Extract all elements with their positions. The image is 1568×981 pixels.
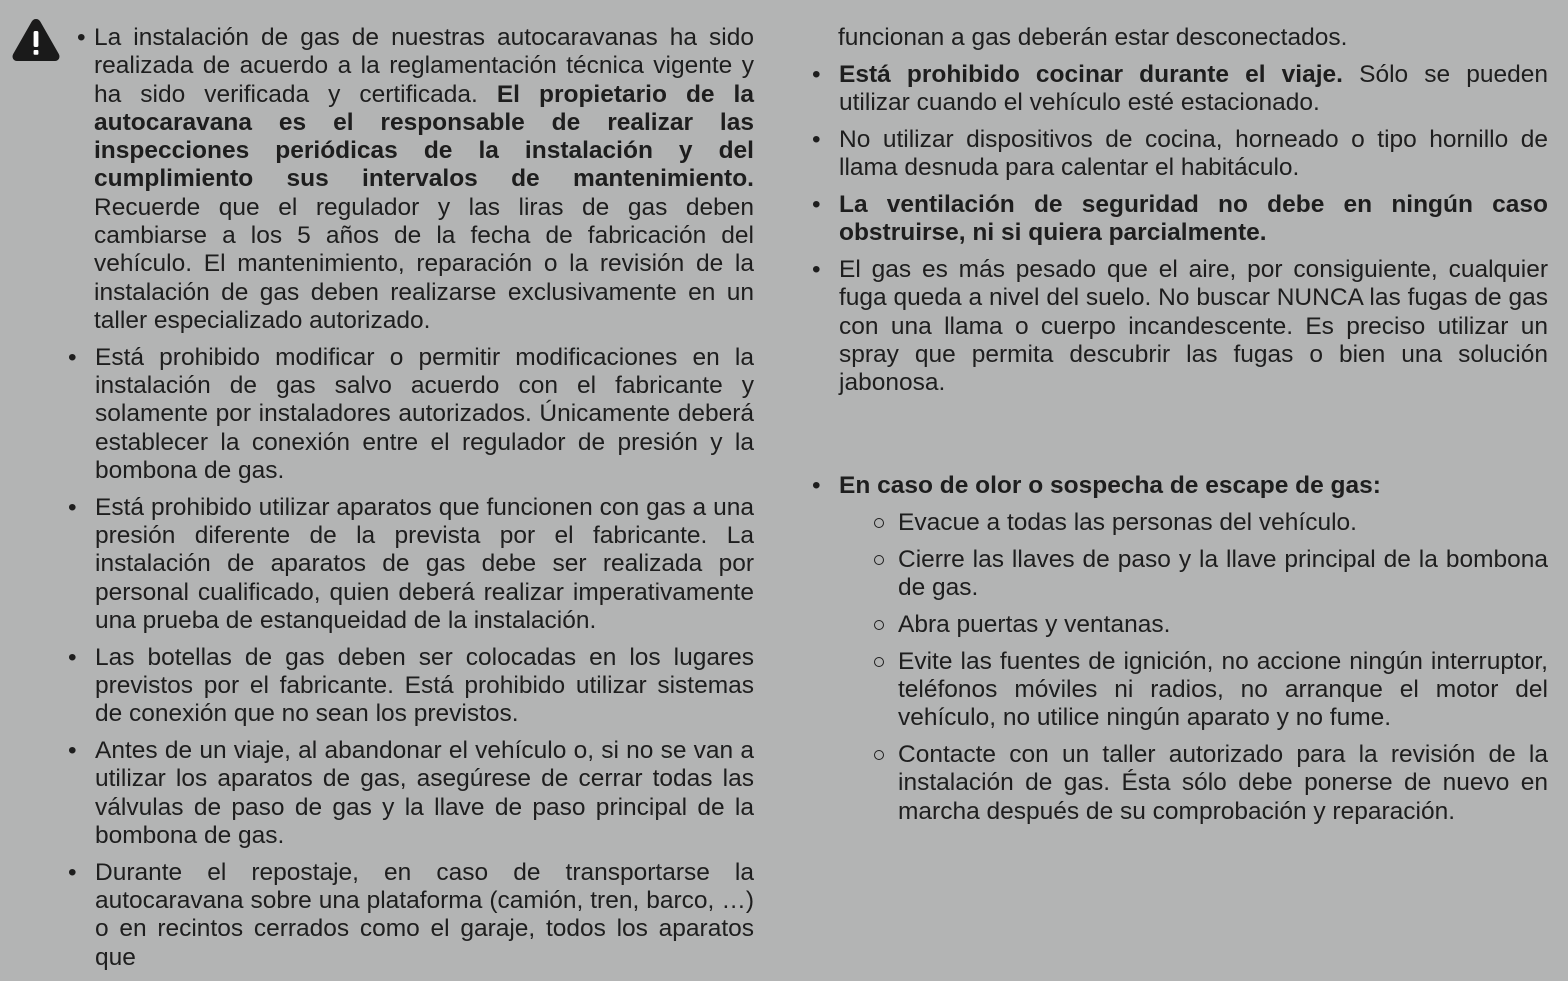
gas-leak-step [812, 509, 1548, 537]
step-text: Contacte con un taller autorizado para la revisión de la instalación de gas. Ésta sólo debe ponerse de nuevo en marcha después de su comprobación y reparación. [898, 740, 1548, 825]
bullet: • [68, 493, 77, 521]
circle-bullet-icon [874, 555, 884, 565]
list-item [812, 61, 1548, 118]
gas-leak-step [812, 648, 1548, 733]
text-run: Antes de un viaje, al abandonar el vehículo o, si no se van a utilizar los aparatos de gas, asegúrese de cerrar todas las válvulas de paso de gas y la llave de paso principal de la bombona de gas. [95, 737, 754, 850]
bullet: • [812, 472, 821, 500]
bold-text: El propietario de la autocaravana es el responsable de realizar las inspecciones periódicas de la instalación y del cumplimiento sus intervalos de mantenimiento. [94, 80, 754, 193]
text-run: No utilizar dispositivos de cocina, horneado o tipo hornillo de llama desnuda para calentar el habitáculo. [839, 125, 1548, 182]
circle-bullet-icon [874, 657, 884, 667]
list-item [812, 126, 1548, 183]
list-item [68, 494, 754, 635]
text-run: Durante el repostaje, en caso de transportarse la autocaravana sobre una plataforma (camión, tren, barco, …) o en recintos cerrados como el garaje, todos los aparatos que [95, 858, 754, 971]
circle-bullet-icon [874, 750, 884, 760]
text-run: El gas es más pesado que el aire, por consiguiente, cualquier fuga queda a nivel del suelo. No buscar NUNCA las fugas de gas con una llama o cuerpo incandescente. Es preciso utilizar un spray que permita descubrir las fugas o bien una solución jabonosa. [839, 256, 1548, 397]
warning-triangle-icon [10, 16, 62, 64]
text-run: Está prohibido modificar o permitir modificaciones en la instalación de gas salvo acuerdo con el fabricante y solamente por instaladores autorizados. Únicamente deberá establecer la conexión entre el regulador de presión y la bombona de gas. [95, 343, 754, 484]
left-column [68, 24, 754, 981]
list-item [68, 344, 754, 485]
circle-bullet-icon [874, 518, 884, 528]
text-run: Las botellas de gas deben ser colocadas en los lugares previstos por el fabricante. Está prohibido utilizar sistemas de conexión que no sean los previstos. [95, 643, 754, 728]
step-text: Evacue a todas las personas del vehículo. [898, 508, 1357, 536]
right-list [812, 61, 1548, 398]
bullet: • [77, 24, 86, 51]
text-run: Sólo se pueden utilizar cuando el vehículo esté estacionado. [839, 60, 1548, 117]
bullet: • [68, 737, 77, 765]
step-text: Abra puertas y ventanas. [898, 610, 1171, 638]
text-run: La instalación de gas de nuestras autocaravanas ha sido realizada de acuerdo a la reglamentación técnica vigente y ha sido verificada y certificada. [94, 24, 754, 108]
bullet: • [812, 60, 821, 88]
gas-leak-step [812, 546, 1548, 603]
bold-text: Está prohibido cocinar durante el viaje. [839, 60, 1343, 88]
bullet: • [68, 858, 77, 886]
bullet: • [812, 125, 821, 153]
list-item [68, 859, 754, 972]
bullet: • [68, 643, 77, 671]
list-item [68, 644, 754, 729]
step-text: Evite las fuentes de ignición, no accione ningún interruptor, teléfonos móviles ni radios, no arranque el motor del vehículo, no utilice ningún aparato y no fume. [898, 647, 1548, 732]
text-run: Recuerde que el regulador y las liras de gas deben cambiarse a los 5 años de la fecha de fabricación del vehículo. El mantenimiento, reparación o la revisión de la instalación de gas deben realizarse exclusivamente en un taller especializado autorizado. [94, 193, 754, 334]
list-item [812, 191, 1548, 248]
step-text: Cierre las llaves de paso y la llave principal de la bombona de gas. [898, 545, 1548, 601]
bullet: • [68, 343, 77, 371]
gas-leak-steps [812, 509, 1548, 826]
right-column [812, 24, 1548, 834]
gas-leak-step [812, 611, 1548, 639]
bold-text: La ventilación de seguridad no debe en ningún caso obstruirse, ni si quiera parcialmente. [839, 190, 1548, 247]
bullet: • [812, 256, 821, 284]
gas-leak-step [812, 741, 1548, 826]
bullet: • [812, 190, 821, 218]
continued-text: funcionan a gas deberán estar desconectados. [838, 24, 1348, 51]
gas-leak-heading-text: En caso de olor o sospecha de escape de gas: [839, 472, 1381, 500]
circle-bullet-icon [874, 620, 884, 630]
list-item [812, 256, 1548, 397]
text-run: Está prohibido utilizar aparatos que funcionen con gas a una presión diferente de la prevista por el fabricante. La instalación de aparatos de gas debe ser realizada por personal cualificado, quien deberá realizar imperativamente una prueba de estanqueidad de la instalación. [95, 493, 754, 634]
gas-leak-heading [812, 472, 1548, 500]
list-item [68, 24, 754, 335]
list-item [68, 737, 754, 850]
